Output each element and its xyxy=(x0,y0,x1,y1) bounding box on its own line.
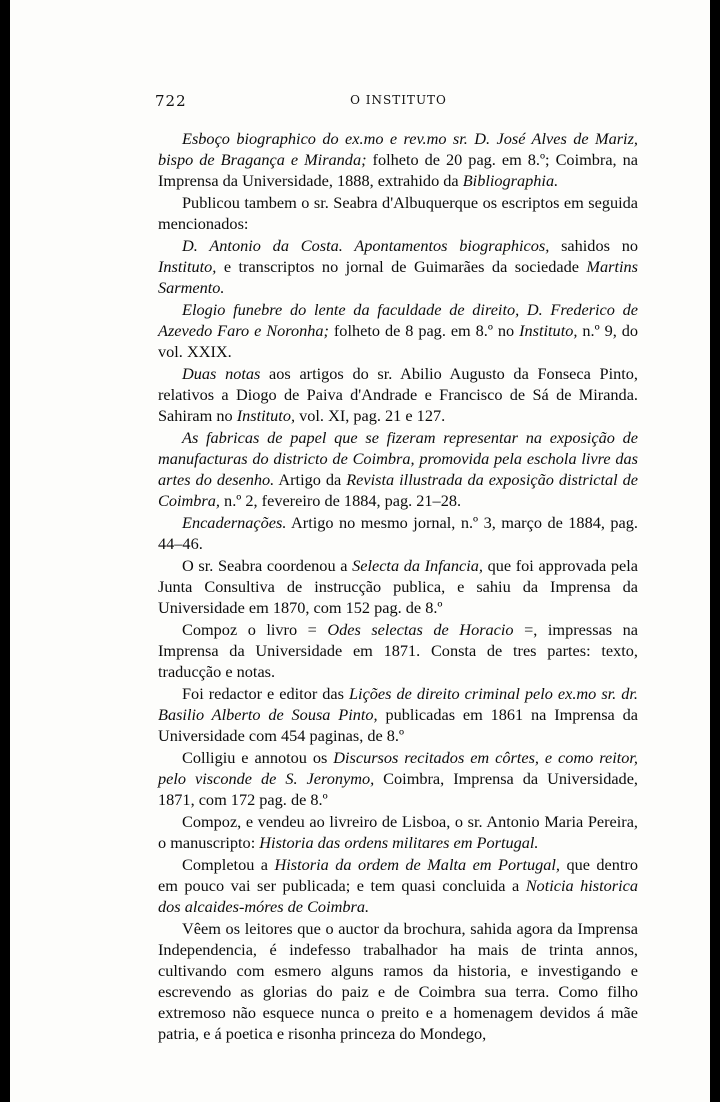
italic-run: Historia da ordem de Malta em Portugal, xyxy=(274,855,560,874)
body-text xyxy=(158,128,638,1044)
italic-run: Selecta da Infancia, xyxy=(352,556,483,575)
text-run: Foi redactor e editor das xyxy=(182,684,349,703)
text-run: publicadas em 1861 na Imprensa da Universidade com 454 paginas, de 8.º xyxy=(158,705,638,745)
text-run: Publicou tambem o sr. Seabra d'Albuquerque os escriptos em seguida mencionados: xyxy=(158,193,638,233)
text-run: sahidos no xyxy=(549,236,638,255)
paragraph xyxy=(158,427,638,511)
running-title: O INSTITUTO xyxy=(350,93,447,107)
text-run: O sr. Seabra coordenou a xyxy=(182,556,353,575)
italic-run: Lições de direito criminal pelo ex.mo sr. dr. Basilio Alberto de Sousa Pinto, xyxy=(158,684,638,724)
text-run: que dentro em pouco vai ser publicada; e tem quasi concluida a xyxy=(158,855,638,895)
italic-run: Noticia historica dos alcaides-móres de Coimbra. xyxy=(158,876,638,916)
paragraph xyxy=(158,747,638,810)
text-run: folheto de 20 pag. em 8.º; Coimbra, na Imprensa da Universidade, 1888, extrahido da xyxy=(158,150,638,190)
italic-run: Bibliographia. xyxy=(462,171,559,190)
italic-run: Instituto, xyxy=(158,257,217,276)
paragraph xyxy=(158,555,638,618)
paragraph xyxy=(158,512,638,554)
text-run: n.º 9, do vol. XXIX. xyxy=(158,321,638,361)
paragraph xyxy=(158,811,638,853)
italic-run: Discursos recitados em côrtes, e como reitor, pelo visconde de S. Jeronymo, xyxy=(158,748,638,788)
text-run: Vêem os leitores que o auctor da brochura, sahida agora da Imprensa Independencia, é indefesso trabalhador ha mais de trinta annos, cultivando com esmero alguns ramos da historia, e investigando e escrevendo as glorias do paiz e de Coimbra sua terra. Como filho extremoso não esquece nunca o preito e a homenagem devidos á mãe patria, e á poetica e risonha princeza do Mondego, xyxy=(158,919,638,1043)
paragraph xyxy=(158,363,638,426)
italic-run: Revista illustrada da exposição districtal de Coimbra, xyxy=(158,470,639,510)
paragraph xyxy=(158,299,638,362)
text-run: que foi approvada pela Junta Consultiva de instrucção publica, e sahiu da Imprensa da Universidade em 1870, com 152 pag. de 8.º xyxy=(158,556,639,617)
italic-run: Esboço biographico do ex.mo e rev.mo sr. D. José Alves de Mariz, bispo de Bragança e Miranda; xyxy=(158,129,638,169)
paragraph xyxy=(158,128,638,191)
text-run: e transcriptos no jornal de Guimarães da sociedade xyxy=(216,257,587,276)
paragraph xyxy=(158,918,638,1044)
paragraph xyxy=(158,235,638,298)
text-run: Artigo da xyxy=(274,470,347,489)
italic-run: Historia das ordens militares em Portugal. xyxy=(259,833,539,852)
paragraph xyxy=(158,619,638,682)
paragraph xyxy=(158,192,638,234)
italic-run: Odes selectas de Horacio xyxy=(327,620,514,639)
text-run: =, impressas na Imprensa da Universidade em 1871. Consta de tres partes: texto, traducção e notas. xyxy=(158,620,638,681)
italic-run: Duas notas xyxy=(182,364,261,383)
book-page xyxy=(10,0,710,1102)
text-run: Colligiu e annotou os xyxy=(182,748,334,767)
italic-run: D. Antonio da Costa. Apontamentos biographicos, xyxy=(182,236,550,255)
italic-run: Martins Sarmento. xyxy=(158,257,638,297)
paragraph xyxy=(158,854,638,917)
text-run: n.º 2, fevereiro de 1884, pag. 21–28. xyxy=(219,491,462,510)
text-run: folheto de 8 pag. em 8.º no xyxy=(328,321,520,340)
page-header xyxy=(155,92,642,114)
paragraph xyxy=(158,683,638,746)
italic-run: Instituto, xyxy=(236,406,296,425)
text-run: Coimbra, Imprensa da Universidade, 1871, com 172 pag. de 8.º xyxy=(158,769,638,809)
text-run: Compoz o livro = xyxy=(182,620,328,639)
italic-run: Elogio funebre do lente da faculdade de direito, D. Frederico de Azevedo Faro e Noronha; xyxy=(158,300,638,340)
italic-run: As fabricas de papel que se fizeram representar na exposição de manufacturas do districto de Coimbra, promovida pela eschola livre das artes do desenho. xyxy=(158,428,638,489)
italic-run: Instituto, xyxy=(519,321,578,340)
italic-run: Encadernações. xyxy=(182,513,287,532)
page-number: 722 xyxy=(155,92,187,110)
text-run: Compoz, e vendeu ao livreiro de Lisboa, o sr. Antonio Maria Pereira, o manuscripto: xyxy=(158,812,638,852)
text-run: Completou a xyxy=(182,855,275,874)
text-run: aos artigos do sr. Abilio Augusto da Fonseca Pinto, relativos a Diogo de Paiva d'Andrade e Francisco de Sá de Miranda. Sahiram no xyxy=(158,364,638,425)
text-run: vol. XI, pag. 21 e 127. xyxy=(295,406,446,425)
text-run: Artigo no mesmo jornal, n.º 3, março de 1884, pag. 44–46. xyxy=(158,513,638,553)
